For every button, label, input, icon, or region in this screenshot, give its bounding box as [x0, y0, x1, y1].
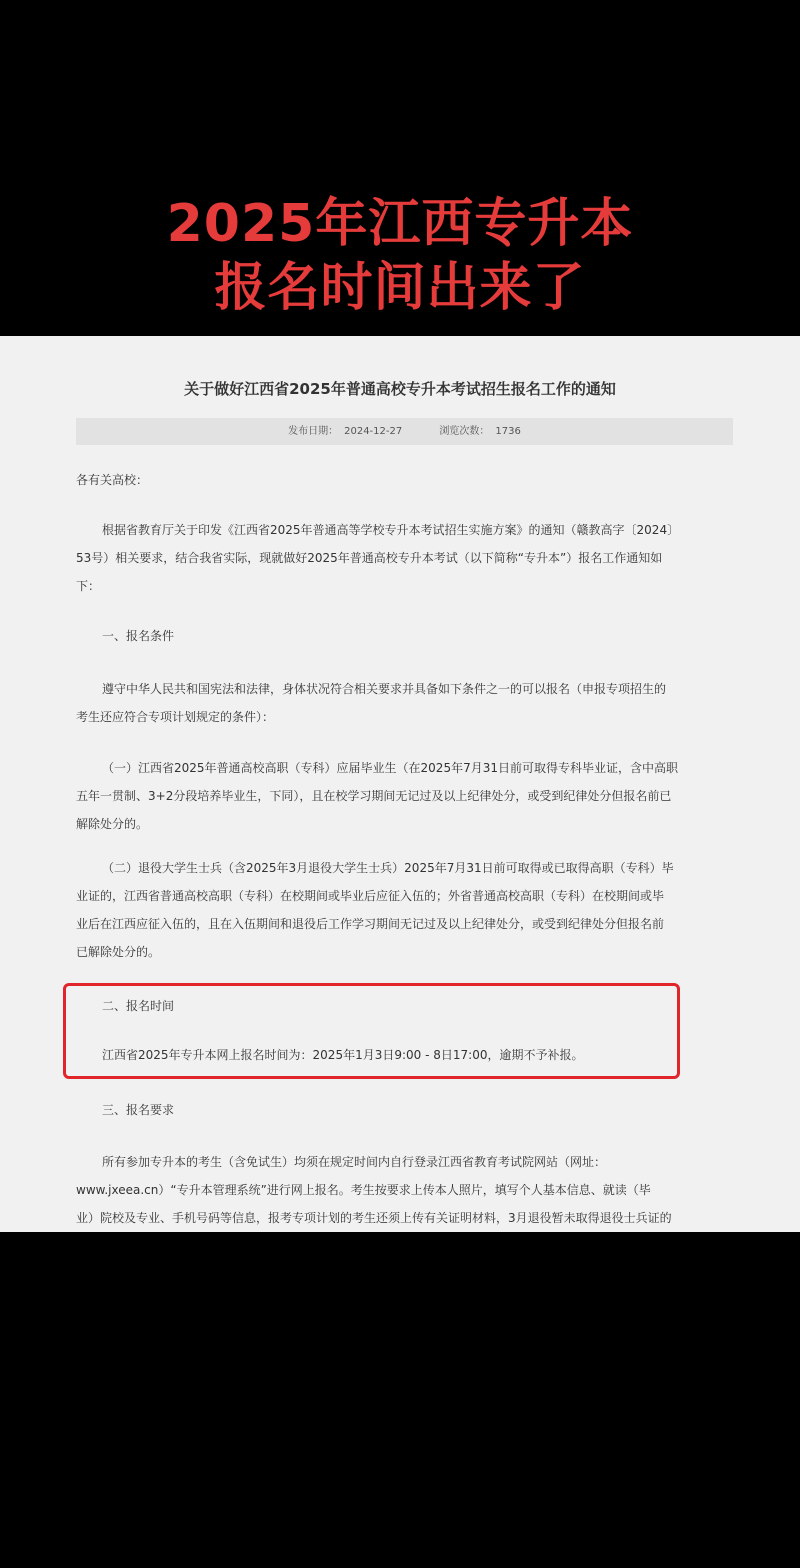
intro-line: 根据省教育厅关于印发《江西省2025年普通高等学校专升本考试招生实施方案》的通知（赣教高字〔2024〕	[102, 523, 680, 537]
section3-heading: 三、报名要求	[102, 1103, 175, 1117]
section2-heading: 二、报名时间	[102, 999, 175, 1013]
section1-intro	[76, 675, 736, 731]
section3-line: 所有参加专升本的考生（含免试生）均须在规定时间内自行登录江西省教育考试院网站（网址：	[102, 1155, 607, 1169]
intro-paragraph	[76, 516, 736, 600]
condition-2-line: 业证的，江西省普通高校高职（专科）在校期间或毕业后应征入伍的；外省普通高校高职（专科）在校期间或毕	[76, 889, 665, 903]
meta-bar	[76, 418, 733, 445]
condition-2-line: （二）退役大学生士兵（含2025年3月退役大学生士兵）2025年7月31日前可取得或已取得高职（专科）毕	[102, 861, 674, 875]
headline-line-2: 报名时间出来了	[214, 258, 586, 318]
intro-line: 下：	[76, 579, 101, 593]
section1-heading: 一、报名条件	[102, 629, 175, 643]
publish-date-label: 发布日期：	[288, 426, 339, 437]
headline-line-1: 2025年江西专升本	[166, 194, 634, 254]
condition-1-line: （一）江西省2025年普通高校高职（专科）应届毕业生（在2025年7月31日前可取得专科毕业证，含中高职	[102, 761, 678, 775]
views-label: 浏览次数：	[439, 426, 490, 437]
condition-2	[76, 854, 736, 966]
notice-document	[0, 336, 800, 1232]
condition-1-line: 解除处分的。	[76, 817, 149, 831]
section3-line: 业）院校及专业、手机号码等信息，报考专项计划的考生还须上传有关证明材料，3月退役暂未取得退役士兵证的	[76, 1211, 672, 1225]
section3-line: www.jxeea.cn）“专升本管理系统”进行网上报名。考生按要求上传本人照片，填写个人基本信息、就读（毕	[76, 1183, 651, 1197]
views-group	[439, 426, 520, 437]
section3-paragraph	[76, 1148, 736, 1232]
publish-date: 2024-12-27	[344, 426, 403, 437]
document-title: 关于做好江西省2025年普通高校专升本考试招生报名工作的通知	[184, 380, 616, 398]
publish-date-group	[288, 426, 402, 437]
condition-1-line: 五年一贯制、3+2分段培养毕业生，下同），且在校学习期间无记过及以上纪律处分，或受到纪律处分但报名前已	[76, 789, 672, 803]
condition-2-line: 业后在江西应征入伍的，且在入伍期间和退役后工作学习期间无记过及以上纪律处分，或受到纪律处分但报名前	[76, 917, 665, 931]
section1-intro-line: 遵守中华人民共和国宪法和法律，身体状况符合相关要求并具备如下条件之一的可以报名（申报专项招生的	[102, 682, 667, 696]
intro-line: 53号）相关要求，结合我省实际，现就做好2025年普通高校专升本考试（以下简称“专升本”）报名工作通知如	[76, 551, 663, 565]
headline	[0, 192, 800, 320]
registration-time-text: 江西省2025年专升本网上报名时间为：2025年1月3日9:00 - 8日17:00，逾期不予补报。	[102, 1048, 584, 1062]
salutation: 各有关高校：	[76, 473, 149, 487]
condition-2-line: 已解除处分的。	[76, 945, 161, 959]
section1-intro-line: 考生还应符合专项计划规定的条件）：	[76, 710, 275, 724]
views-count: 1736	[495, 426, 521, 437]
condition-1	[76, 754, 736, 838]
